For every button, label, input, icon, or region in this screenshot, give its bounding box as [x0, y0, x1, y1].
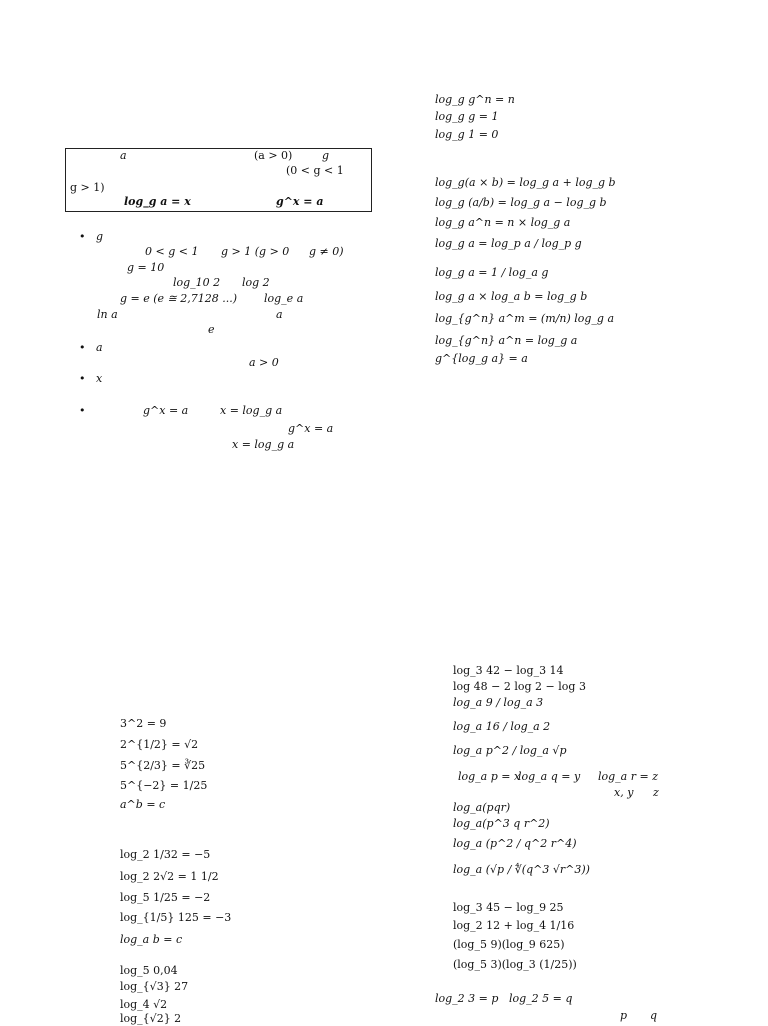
bullet-dot: • [79, 230, 86, 243]
given-log-r: log_a r = z [598, 770, 659, 783]
given-p: p [620, 1009, 628, 1022]
exercise-compute-3: (log_5 9)(log_9 625) [453, 938, 565, 951]
exercise-eval-1: log_5 0,04 [120, 964, 178, 977]
exercise-log-1: log_2 1/32 = −5 [120, 848, 211, 861]
note-e: e [208, 323, 215, 336]
note-g-neq: g ≠ 0) [309, 245, 344, 258]
rule-log-one: log_g 1 = 0 [435, 128, 499, 141]
given-q: q [650, 1009, 658, 1022]
exercise-exp-4: 5^{−2} = 1/25 [120, 779, 208, 792]
exercise-log-5: log_a b = c [120, 933, 183, 946]
note-x-log-2: x = log_g a [232, 438, 295, 451]
bullet-dot: • [79, 341, 86, 354]
exercise-simplify-1: log_3 42 − log_3 14 [453, 664, 564, 677]
note-gx: g^x = a [143, 404, 189, 417]
rule-base-power-equal: log_{g^n} a^n = log_g a [435, 334, 578, 347]
rule-chain: log_g a × log_a b = log_g b [435, 290, 588, 303]
def-g-range: (0 < g < 1 [286, 164, 344, 177]
rule-log-power-self: log_g g^n = n [435, 93, 515, 106]
bullet-dot: • [79, 404, 86, 417]
exercise-simplify-5: log_a p^2 / log_a √p [453, 744, 567, 757]
def-g: g [322, 149, 330, 162]
note-x-log: x = log_g a [220, 404, 283, 417]
given-log-p: log_a p = x [458, 770, 521, 783]
exercise-express-4: log_a (√p / ∜(q^3 √r^3)) [453, 863, 590, 876]
note-g-range2: g > 1 (g > 0 [221, 245, 290, 258]
rule-base-power: log_{g^n} a^m = (m/n) log_g a [435, 312, 615, 325]
note-x: x [96, 372, 103, 385]
exercise-log-4: log_{1/5} 125 = −3 [120, 911, 232, 924]
exercise-simplify-2: log 48 − 2 log 2 − log 3 [453, 680, 586, 693]
exercise-simplify-3: log_a 9 / log_a 3 [453, 696, 544, 709]
def-a: a [120, 149, 127, 162]
given-log-q: log_a q = y [518, 770, 581, 783]
exercise-compute-4: (log_5 3)(log_3 (1/25)) [453, 958, 577, 971]
note-log-2: log 2 [242, 276, 270, 289]
exercise-exp-2: 2^{1/2} = √2 [120, 738, 199, 751]
bullet-dot: • [79, 372, 86, 385]
note-g10: g = 10 [127, 261, 165, 274]
rule-product: log_g(a × b) = log_g a + log_g b [435, 176, 616, 189]
exercise-eval-4: log_{√2} 2 [120, 1012, 182, 1025]
note-gx-2: g^x = a [288, 422, 334, 435]
given-z: z [653, 786, 659, 799]
rule-quotient: log_g (a/b) = log_g a − log_g b [435, 196, 607, 209]
exercise-compute-2: log_2 12 + log_4 1/16 [453, 919, 575, 932]
rule-log-self: log_g g = 1 [435, 110, 499, 123]
def-g-greater-one: g > 1) [70, 181, 105, 194]
exercise-express-1: log_a(pqr) [453, 801, 511, 814]
note-log10-2: log_10 2 [173, 276, 221, 289]
def-log-definition: log_g a = x [124, 195, 191, 208]
rule-change-base: log_g a = log_p a / log_p g [435, 237, 582, 250]
note-g-range: 0 < g < 1 [145, 245, 199, 258]
given-log2-5: log_2 5 = q [509, 992, 573, 1005]
def-a-positive: (a > 0) [254, 149, 293, 162]
exercise-exp-5: a^b = c [120, 798, 166, 811]
exercise-exp-3: 5^{2/3} = ∛25 [120, 759, 206, 772]
exercise-log-3: log_5 1/25 = −2 [120, 891, 211, 904]
exercise-log-2: log_2 2√2 = 1 1/2 [120, 870, 219, 883]
exercise-express-2: log_a(p^3 q r^2) [453, 817, 550, 830]
given-log2-3: log_2 3 = p [435, 992, 499, 1005]
given-xy: x, y [614, 786, 634, 799]
note-g: g [96, 230, 104, 243]
rule-reciprocal: log_g a = 1 / log_a g [435, 266, 549, 279]
note-a-2: a [96, 341, 103, 354]
exercise-compute-1: log_3 45 − log_9 25 [453, 901, 564, 914]
note-a: a [276, 308, 283, 321]
exercise-simplify-4: log_a 16 / log_a 2 [453, 720, 551, 733]
exercise-exp-1: 3^2 = 9 [120, 717, 167, 730]
note-g-e: g = e (e ≅ 2,7128 ...) [120, 292, 238, 305]
exercise-eval-2: log_{√3} 27 [120, 980, 189, 993]
note-a-positive: a > 0 [249, 356, 279, 369]
rule-power: log_g a^n = n × log_g a [435, 216, 571, 229]
exercise-eval-3: log_4 √2 [120, 998, 168, 1011]
note-loge: log_e a [264, 292, 304, 305]
def-exp-definition: g^x = a [276, 195, 324, 208]
exercise-express-3: log_a (p^2 / q^2 r^4) [453, 837, 577, 850]
rule-inverse: g^{log_g a} = a [435, 352, 528, 365]
note-ln: ln a [97, 308, 118, 321]
